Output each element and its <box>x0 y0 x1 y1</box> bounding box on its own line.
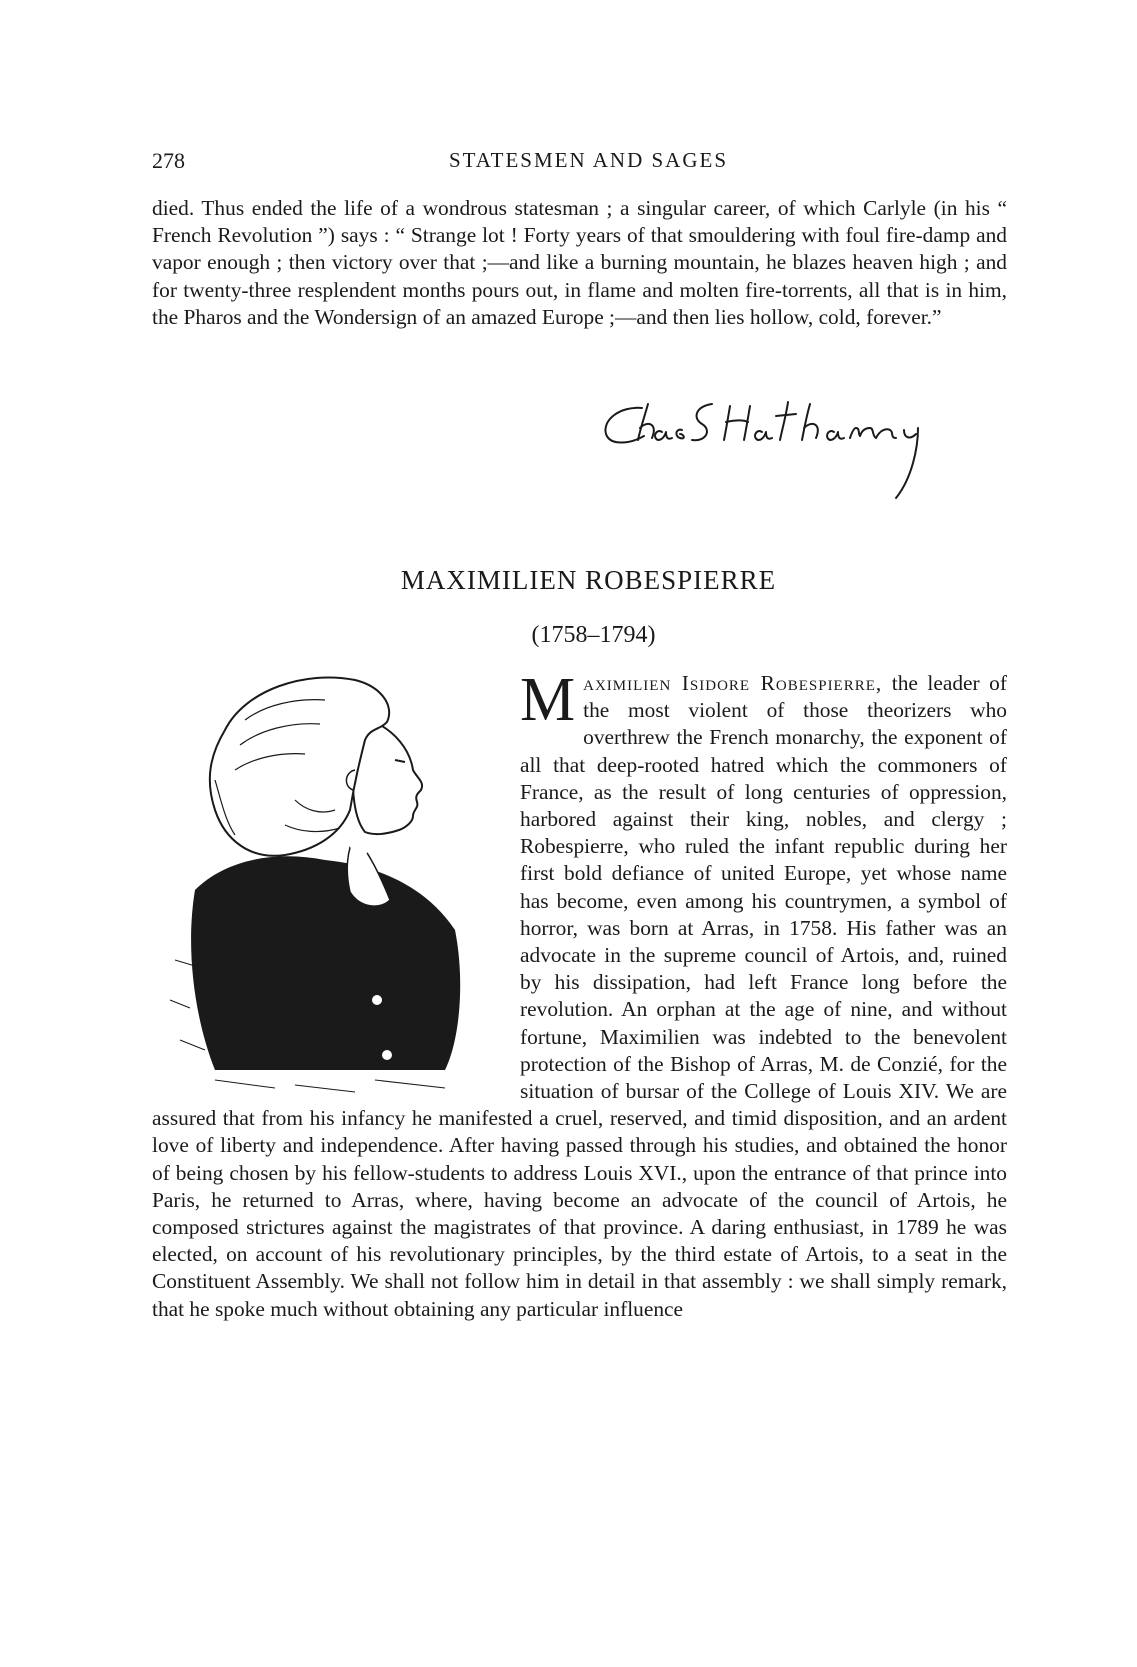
portrait-space <box>152 670 520 1098</box>
drop-cap: M <box>520 666 576 734</box>
lead-paragraph: died. Thus ended the life of a wondrous statesman ; a singular career, of which Carlyle (in his “ French Revolution ”) says : “ Strange lot ! Forty years of that smouldering with foul fire-damp and vapor enough ; then victory over that ;—and like a burning mountain, he blazes heaven high ; and for twenty-three resplendent months pours out, in flame and molten fire-torrents, all that is in him, the Pharos and the Wondersign of an amazed Europe ;—and then lies hollow, cold, forever.” <box>152 196 1007 329</box>
article-body <box>152 666 1007 1323</box>
running-head: STATESMEN AND SAGES <box>448 148 729 172</box>
page-number: 278 <box>152 148 185 173</box>
opening-smallcaps: aximilien Isidore Robespierre, <box>583 671 883 695</box>
signature <box>600 398 1000 508</box>
article-text: the leader of the most violent of those theorizers who overthrew the French monarchy, the exponent of all that deep-rooted hatred which the commoners of France, as the result of long centuries of oppression, harbored against their king, nobles, and clergy ; Robespierre, who ruled the infant republic during her first bold defiance of united Europe, yet whose name has become, even among his countrymen, a symbol of horror, was born at Arras, in 1758. His father was an advocate in the supreme council of Artois, and, ruined by his dissipation, had left France long before the revolution. An orphan at the age of nine, and without fortune, Maximilien was indebted to the benevolent protection of the Bishop of Arras, M. de Conzié, for the situation of bursar of the College of Louis XIV. We are assured that from his infancy he manifested a cruel, reserved, and timid disposition, and an ardent love of liberty and independence. After having passed through his studies, and obtained the honor of being chosen by his fellow-students to address Louis XVI., upon the entrance of that prince into Paris, he returned to Arras, where, having become an advocate of the council of Artois, he composed strictures against the magistrates of that province. A daring enthusiast, in 1789 he was elected, on account of his revolutionary principles, by the third estate of Artois, to a seat in the Constituent Assembly. We shall not follow him in detail in that assembly : we shall simply remark, that he spoke much without obtaining any particular influence <box>152 671 1007 1321</box>
article-dates: (1758–1794) <box>531 622 656 648</box>
article-title: MAXIMILIEN ROBESPIERRE <box>400 565 777 595</box>
